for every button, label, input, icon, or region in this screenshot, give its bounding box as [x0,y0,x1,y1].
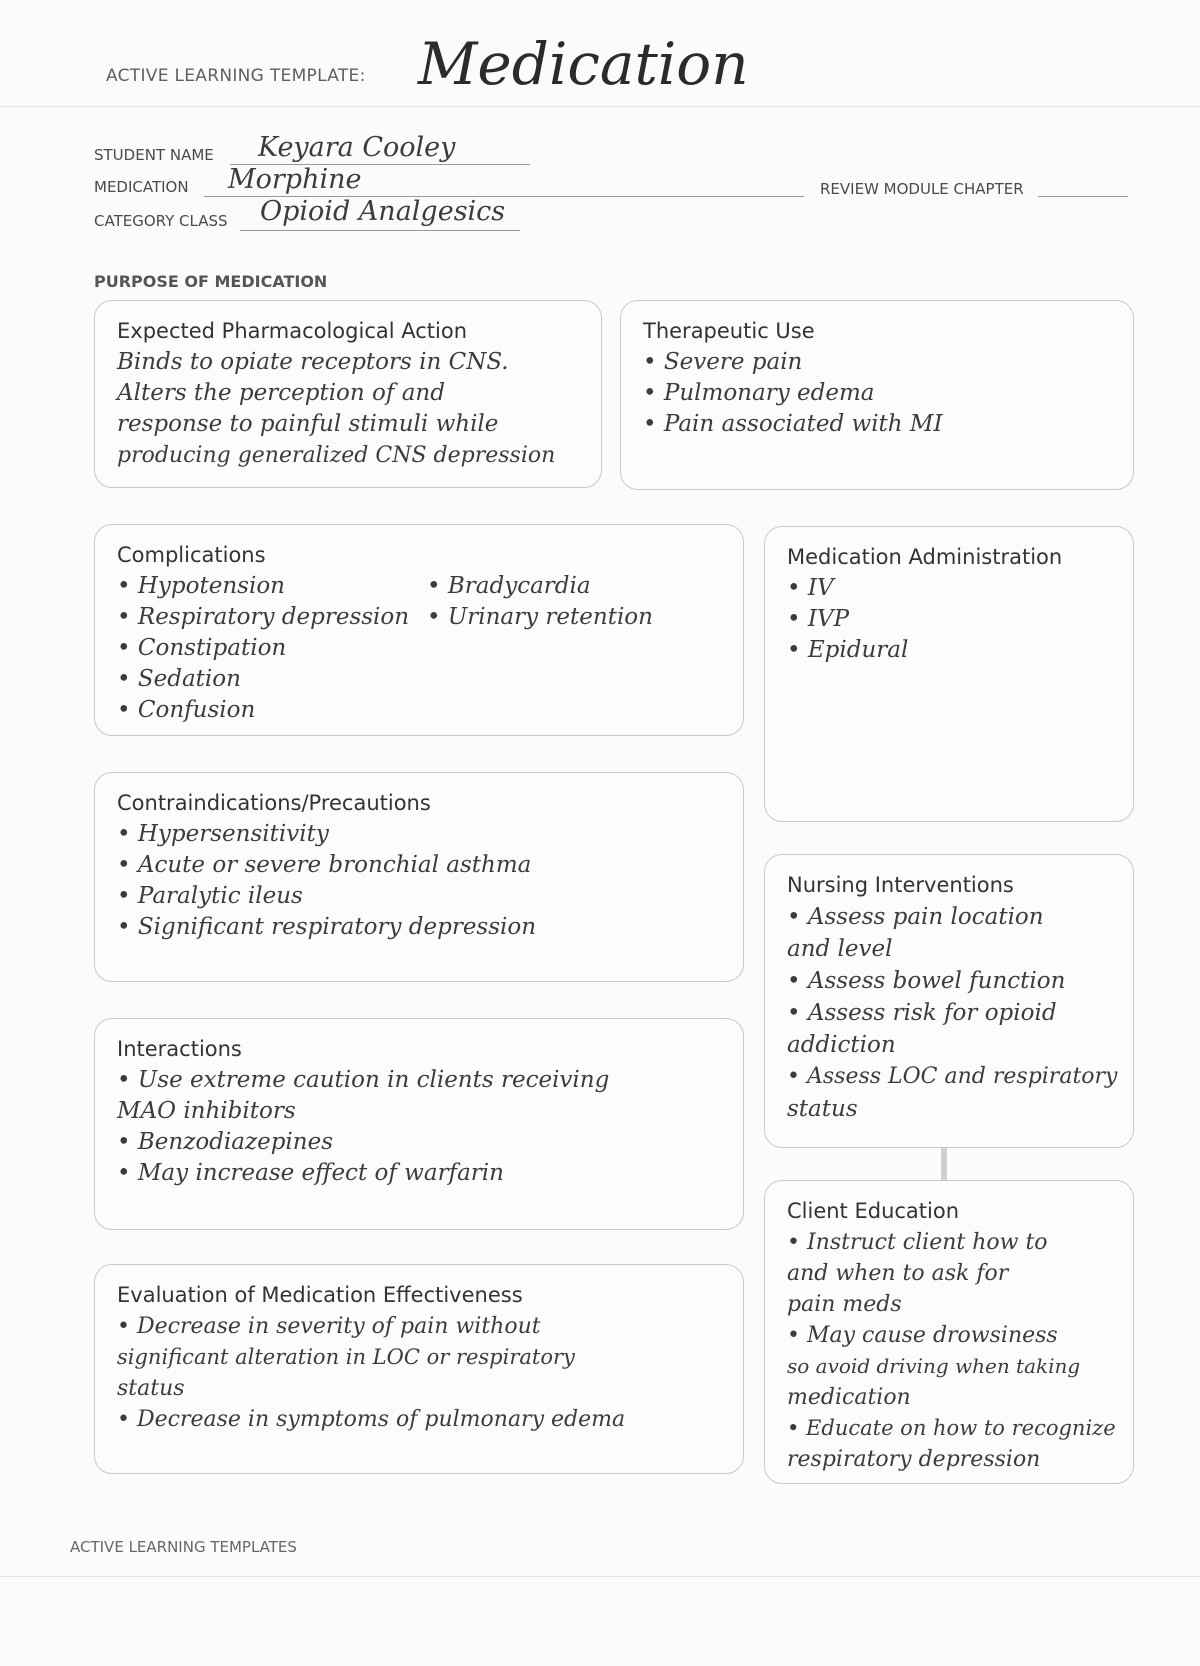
therapeutic-use-line: • Pulmonary edema [643,380,875,406]
therapeutic-use-card [620,300,1134,490]
page-title: Medication [418,30,749,98]
expected-action-line: response to painful stimuli while [117,411,499,437]
header-divider [0,106,1200,107]
category-class-value: Opioid Analgesics [260,196,506,227]
therapeutic-use-title: Therapeutic Use [643,319,815,343]
nursing-item: • Assess LOC and respiratory [787,1064,1118,1089]
expected-action-line: Alters the perception of and [117,380,445,406]
education-item: and when to ask for [787,1261,1009,1286]
medication-label: MEDICATION [94,178,189,196]
education-item: • May cause drowsiness [787,1323,1058,1348]
complications-card [94,524,744,736]
complications-title: Complications [117,543,266,567]
interaction-item: • Benzodiazepines [117,1129,333,1155]
contraindications-card [94,772,744,982]
evaluation-item: • Decrease in severity of pain without [117,1314,541,1339]
evaluation-item: significant alteration in LOC or respiratory [117,1345,575,1369]
administration-title: Medication Administration [787,545,1063,569]
footer-label: ACTIVE LEARNING TEMPLATES [70,1538,297,1556]
interactions-title: Interactions [117,1037,242,1061]
education-item: pain meds [787,1292,902,1317]
nursing-item: addiction [787,1032,896,1058]
complication-item: • Confusion [117,697,256,723]
contraindication-item: • Acute or severe bronchial asthma [117,852,532,878]
interaction-item: • May increase effect of warfarin [117,1160,504,1186]
footer-divider [0,1576,1200,1577]
expected-action-card [94,300,602,488]
evaluation-item: status [117,1376,185,1401]
review-module-chapter-line [1038,196,1128,197]
purpose-of-medication-label: PURPOSE OF MEDICATION [94,272,328,291]
interactions-card [94,1018,744,1230]
card-connector [941,1148,947,1180]
category-class-label: CATEGORY CLASS [94,212,228,230]
nursing-interventions-card [764,854,1134,1148]
template-prefix: ACTIVE LEARNING TEMPLATE: [106,66,366,86]
complication-item: • Respiratory depression [117,604,410,630]
contraindication-item: • Significant respiratory depression [117,914,537,940]
complication-item: • Hypotension [117,573,285,599]
expected-action-line: Binds to opiate receptors in CNS. [117,349,509,375]
nursing-interventions-title: Nursing Interventions [787,873,1014,897]
contraindications-title: Contraindications/Precautions [117,791,431,815]
nursing-item: • Assess risk for opioid [787,1000,1057,1026]
education-item: so avoid driving when taking [787,1354,1081,1378]
education-item: medication [787,1385,911,1410]
complication-item: • Constipation [117,635,287,661]
therapeutic-use-line: • Severe pain [643,349,803,375]
administration-card [764,526,1134,822]
interaction-item: • Use extreme caution in clients receiving [117,1067,610,1093]
nursing-item: • Assess pain location [787,904,1044,930]
complication-item: • Bradycardia [427,573,591,599]
expected-action-title: Expected Pharmacological Action [117,319,468,343]
education-item: • Instruct client how to [787,1230,1048,1255]
complication-item: • Urinary retention [427,604,653,630]
student-name-value: Keyara Cooley [258,132,456,163]
client-education-card [764,1180,1134,1484]
complication-item: • Sedation [117,666,241,692]
therapeutic-use-line: • Pain associated with MI [643,411,943,437]
student-name-label: STUDENT NAME [94,146,214,164]
education-item: • Educate on how to recognize [787,1416,1116,1440]
contraindication-item: • Hypersensitivity [117,821,329,847]
medication-value: Morphine [228,164,362,195]
contraindication-item: • Paralytic ileus [117,883,303,909]
nursing-item: status [787,1096,858,1122]
review-module-chapter-label: REVIEW MODULE CHAPTER [820,180,1024,198]
nursing-item: • Assess bowel function [787,968,1066,994]
expected-action-line: producing generalized CNS depression [117,443,556,468]
interaction-item: MAO inhibitors [117,1098,296,1124]
education-item: respiratory depression [787,1447,1041,1472]
client-education-title: Client Education [787,1199,960,1223]
evaluation-title: Evaluation of Medication Effectiveness [117,1283,523,1307]
administration-item: • Epidural [787,637,909,663]
nursing-item: and level [787,936,893,962]
administration-item: • IVP [787,606,850,632]
evaluation-item: • Decrease in symptoms of pulmonary edema [117,1407,626,1432]
evaluation-card [94,1264,744,1474]
administration-item: • IV [787,575,834,601]
category-class-line [240,230,520,231]
